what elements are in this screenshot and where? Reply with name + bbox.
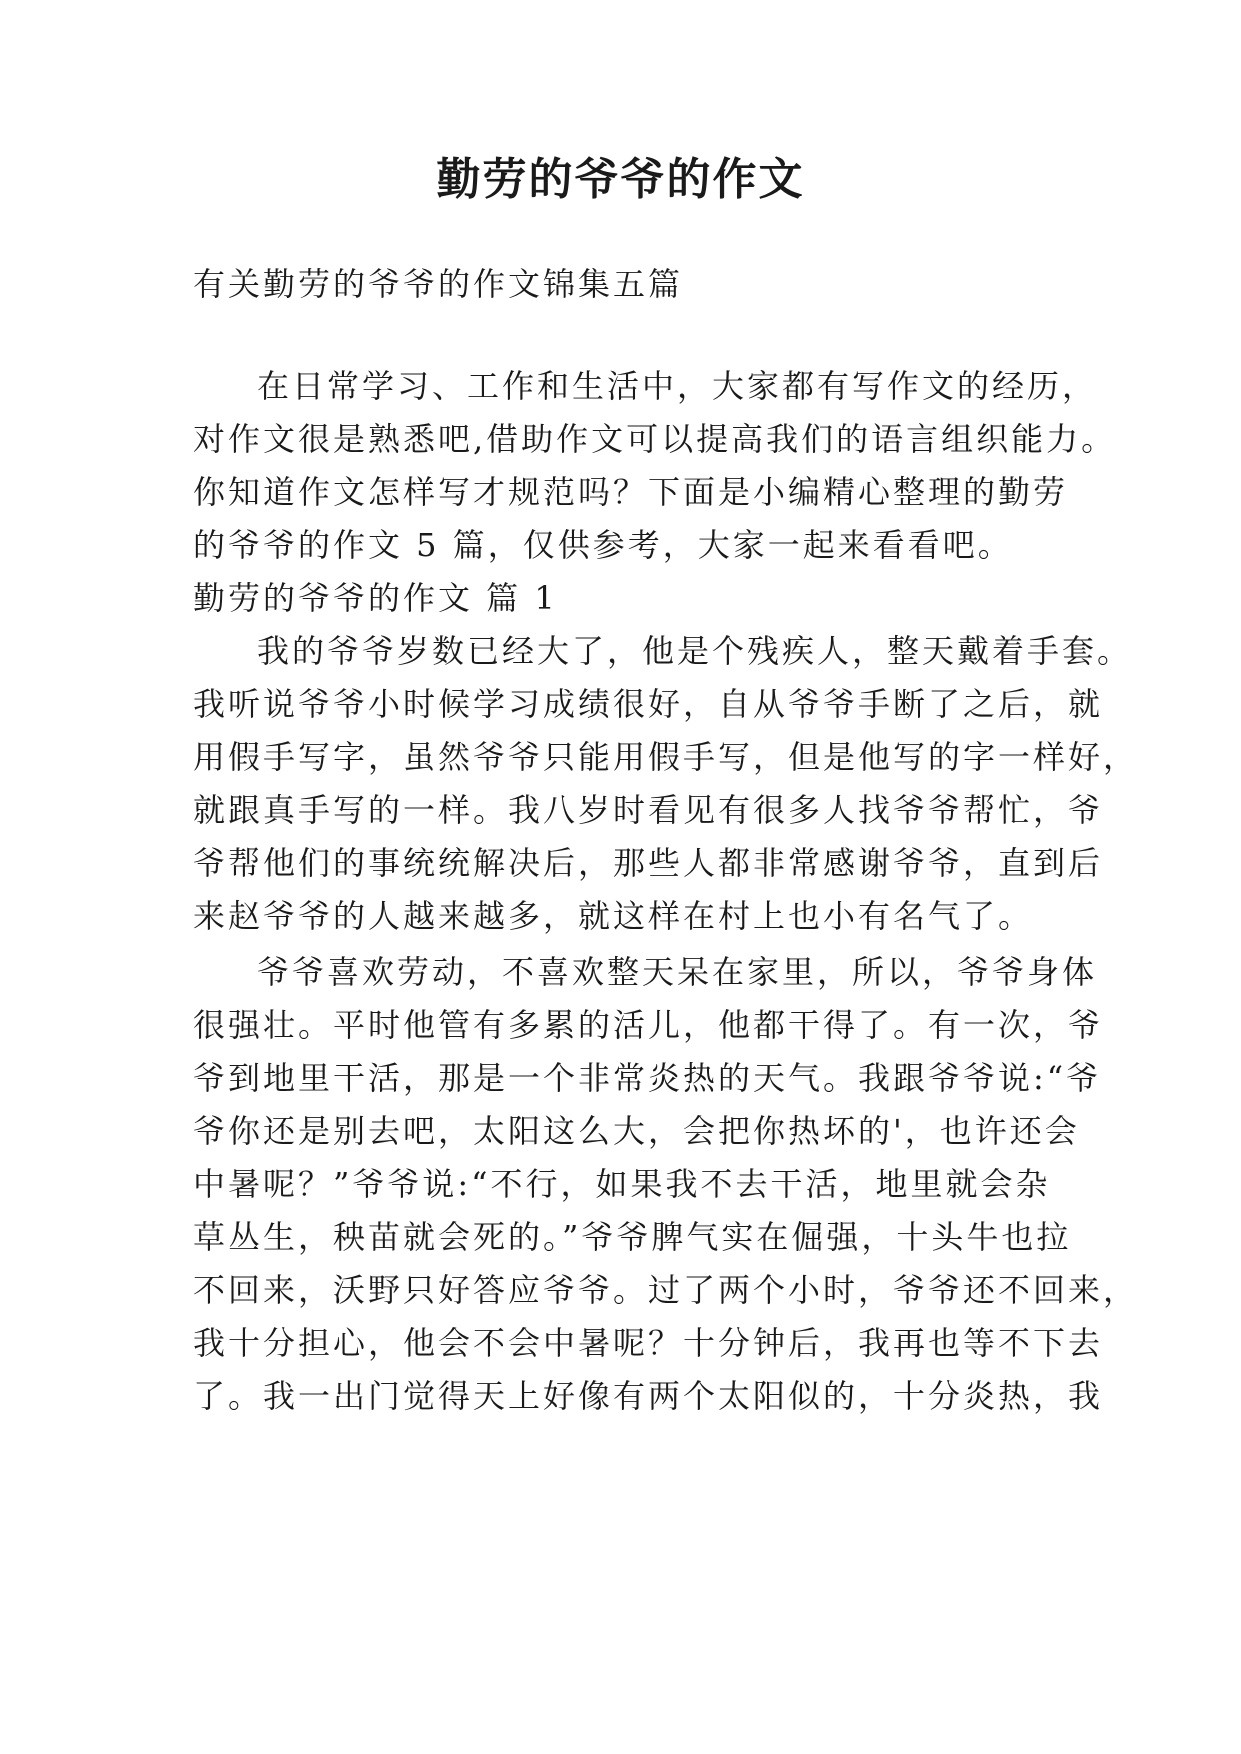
- paragraph-line: 草丛生，秧苗就会死的。”爷爷脾气实在倔强，十头牛也拉: [193, 1218, 1072, 1256]
- paragraph-line: 爷帮他们的事统统解决后，那些人都非常感谢爷爷，直到后: [193, 844, 1104, 882]
- paragraph-line: 用假手写字，虽然爷爷只能用假手写，但是他写的字一样好，: [193, 738, 1139, 776]
- paragraph-line: 中暑呢？”爷爷说:“不行，如果我不去干活，地里就会杂: [193, 1165, 1051, 1203]
- paragraph-line: 爷你还是别去吧，太阳这么大，会把你热坏的'，也许还会: [193, 1112, 1080, 1150]
- section-heading: 勤劳的爷爷的作文 篇 1: [193, 579, 558, 617]
- paragraph-line: 你知道作文怎样写才规范吗？下面是小编精心整理的勤劳: [193, 473, 1069, 511]
- document-title: 勤劳的爷爷的作文: [436, 154, 805, 205]
- paragraph-line: 在日常学习、工作和生活中，大家都有写作文的经历，: [257, 367, 1098, 405]
- paragraph-line: 我听说爷爷小时候学习成绩很好，自从爷爷手断了之后，就: [193, 685, 1104, 723]
- paragraph-line: 的爷爷的作文 5 篇，仅供参考，大家一起来看看吧。: [193, 526, 1013, 564]
- paragraph-line: 爷爷喜欢劳动，不喜欢整天呆在家里，所以，爷爷身体: [257, 953, 1098, 991]
- paragraph-line: 对作文很是熟悉吧,借助作文可以提高我们的语言组织能力。: [193, 420, 1117, 458]
- paragraph-line: 我十分担心，他会不会中暑呢？十分钟后，我再也等不下去: [193, 1324, 1104, 1362]
- paragraph-line: 不回来，沃野只好答应爷爷。过了两个小时，爷爷还不回来，: [193, 1271, 1139, 1309]
- paragraph-line: 了。我一出门觉得天上好像有两个太阳似的，十分炎热，我: [193, 1377, 1104, 1415]
- paragraph-line: 来赵爷爷的人越来越多，就这样在村上也小有名气了。: [193, 897, 1034, 935]
- paragraph-line: 就跟真手写的一样。我八岁时看见有很多人找爷爷帮忙，爷: [193, 791, 1104, 829]
- paragraph-line: 爷到地里干活，那是一个非常炎热的天气。我跟爷爷说:“爷: [193, 1059, 1102, 1097]
- document-subtitle: 有关勤劳的爷爷的作文锦集五篇: [193, 265, 684, 303]
- paragraph-line: 很强壮。平时他管有多累的活儿，他都干得了。有一次，爷: [193, 1006, 1104, 1044]
- paragraph-line: 我的爷爷岁数已经大了，他是个残疾人，整天戴着手套。: [257, 632, 1133, 670]
